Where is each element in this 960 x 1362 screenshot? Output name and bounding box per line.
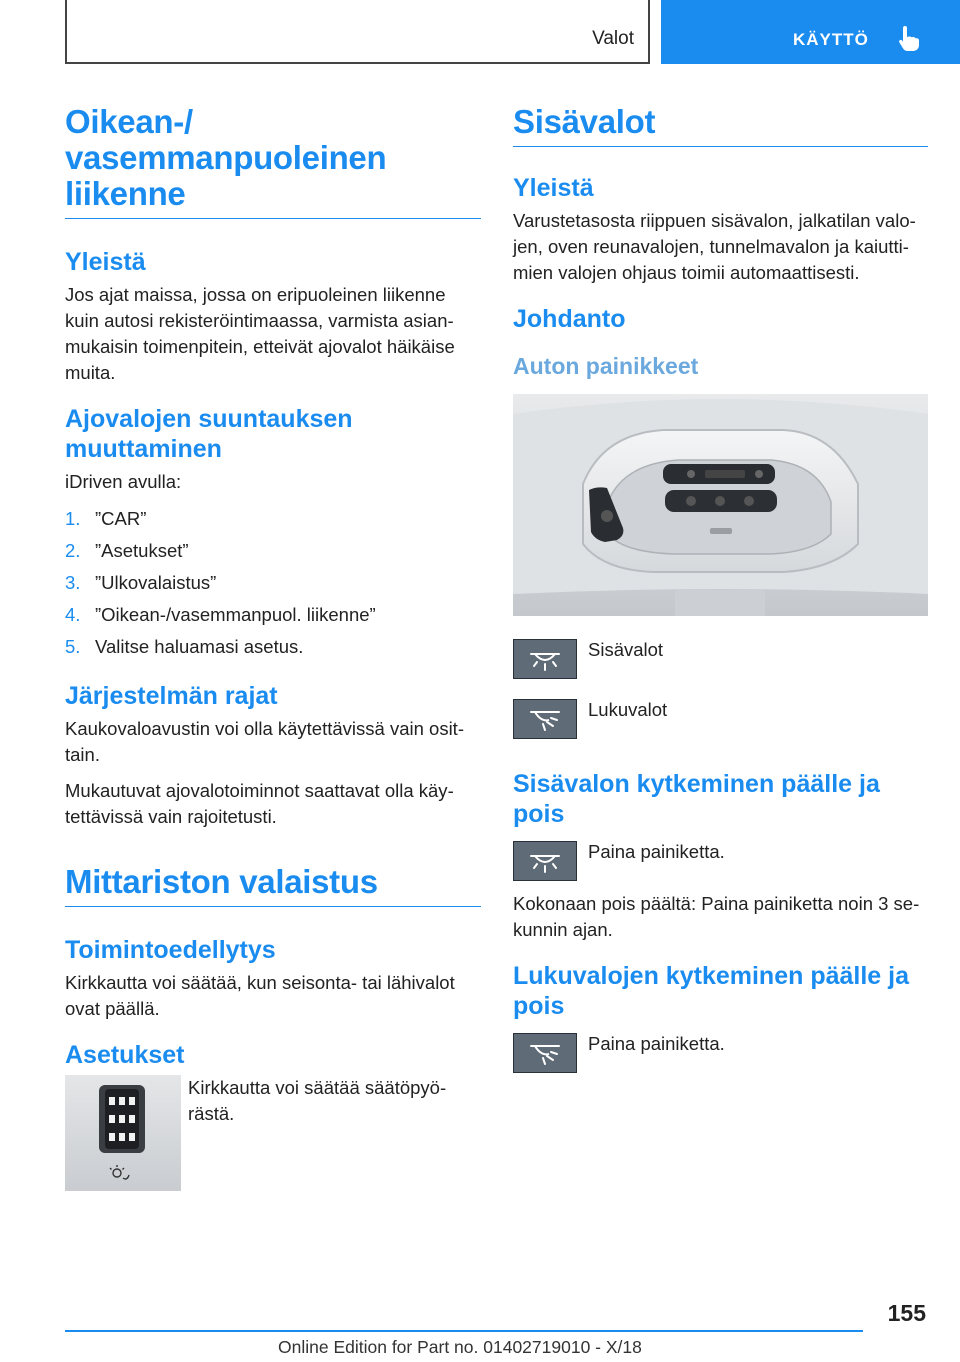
footer-edition: Online Edition for Part no. 01402719010 - X/18 <box>278 1337 642 1357</box>
interior-off-text: Kokonaan pois päältä: Paina painiketta noin 3 sekunnin ajan. <box>513 893 920 940</box>
chapter-title: KÄYTTÖ <box>793 30 869 49</box>
reading-light-icon <box>513 699 577 739</box>
header-section-box <box>65 0 650 64</box>
headlight-change-heading: Ajovalojen suuntauksen muuttaminen <box>65 405 353 463</box>
settings-heading: Asetukset <box>65 1041 185 1069</box>
interior-on-text: Paina painiketta. <box>588 841 725 862</box>
interior-lights-title: Sisävalot <box>513 104 928 147</box>
chapter-tab[interactable] <box>661 0 960 64</box>
reading-on-heading: Lukuvalojen kytkeminen päälle ja pois <box>513 962 909 1020</box>
overhead-console-photo <box>513 394 928 616</box>
page-number: 155 <box>887 1300 926 1326</box>
left-column <box>65 104 481 1191</box>
car-buttons-heading: Auton painikkeet <box>513 353 699 379</box>
intro-heading: Johdanto <box>513 305 626 333</box>
interior-general-heading: Yleistä <box>513 174 594 202</box>
interior-general-text: Varustetasosta riippuen sisävalon, jalkatilan valojen, oven reunavalojen, tunnelmavalon ja kaiuttimien valojen ohjaus toimii automaattisesti. <box>513 210 916 283</box>
system-limits-heading: Järjestelmän rajat <box>65 682 278 710</box>
prereq-text: Kirkkautta voi säätää, kun seisonta- tai lähivalot ovat päällä. <box>65 972 455 1019</box>
interior-light-icon <box>513 639 577 679</box>
settings-text: Kirkkautta voi säätää säätöpyörästä. <box>188 1077 447 1124</box>
reading-on-text: Paina painiketta. <box>588 1033 725 1054</box>
traffic-general-heading: Yleistä <box>65 248 146 276</box>
thumbwheel-icon <box>65 1075 181 1191</box>
footer-divider <box>65 1330 863 1332</box>
list-item: 5. Valitse haluamasi asetus. <box>65 636 304 657</box>
reading-light-icon <box>513 1033 577 1073</box>
list-item: 1. ”CAR” <box>65 508 147 529</box>
instrument-lighting-title: Mittariston valaistus <box>65 864 481 907</box>
interior-light-label: Sisävalot <box>588 639 664 660</box>
headlight-steps-list <box>65 503 481 663</box>
right-column <box>513 104 928 1073</box>
list-item: 2. ”Asetukset” <box>65 540 189 561</box>
list-item: 4. ”Oikean-/vasemmanpuol. liikenne” <box>65 604 376 625</box>
reading-light-label: Lukuvalot <box>588 699 668 720</box>
headlight-change-intro: iDriven avulla: <box>65 471 182 492</box>
prereq-heading: Toimintoedellytys <box>65 936 276 964</box>
section-title: Valot <box>592 28 634 49</box>
list-item: 3. ”Ulkovalaistus” <box>65 572 217 593</box>
interior-on-heading: Sisävalon kytkeminen päälle ja pois <box>513 770 880 828</box>
system-limits-text-2: Mukautuvat ajovalotoiminnot saattavat olla käytettävissä vain rajoitetusti. <box>65 780 454 827</box>
system-limits-text-1: Kaukovaloavustin voi olla käytettävissä vain osittain. <box>65 718 464 765</box>
traffic-general-text: Jos ajat maissa, jossa on eripuoleinen liikenne kuin autosi rekisteröintimaassa, varmista asianmukaisin toimenpitein, etteivät ajovalot häikäise muita. <box>65 284 455 383</box>
pointing-hand-icon <box>897 24 921 52</box>
traffic-title: Oikean-/ vasemmanpuoleinen liikenne <box>65 104 481 219</box>
interior-light-icon <box>513 841 577 881</box>
